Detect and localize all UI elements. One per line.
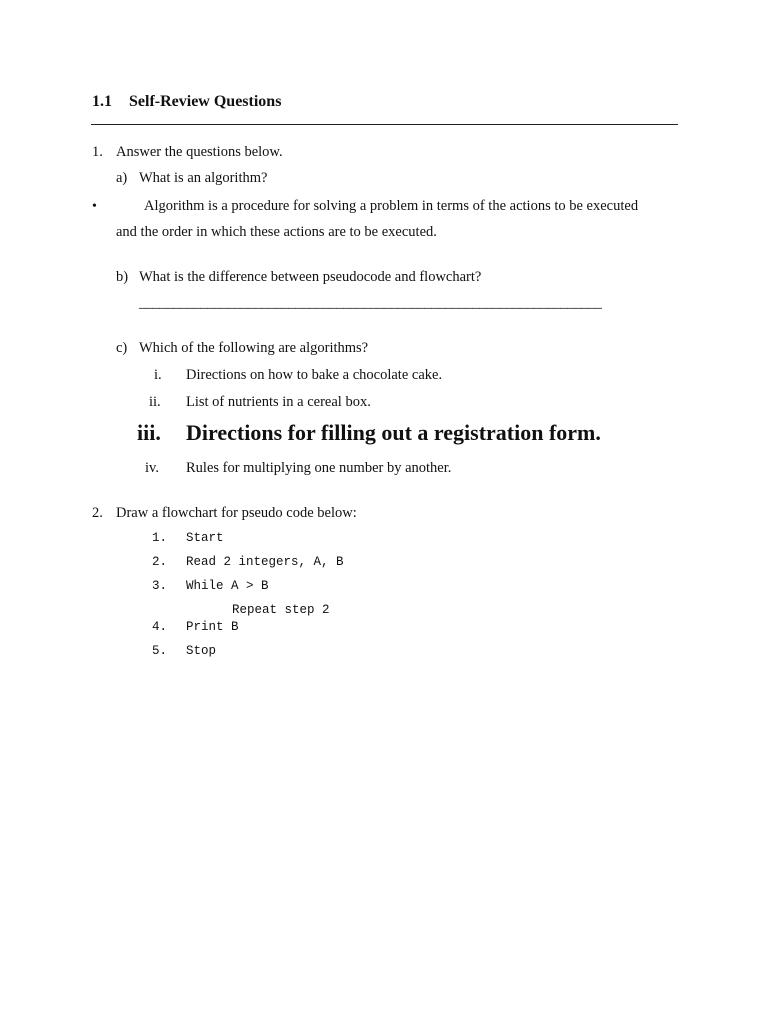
step-text: Start bbox=[186, 531, 224, 545]
section-title: Self-Review Questions bbox=[129, 93, 282, 110]
step-text: Print B bbox=[186, 620, 239, 634]
step-number: 2. bbox=[152, 555, 168, 569]
option-text: Directions on how to bake a chocolate cake. bbox=[186, 367, 443, 383]
question-1b-label: b) bbox=[116, 269, 129, 285]
answer-line-1: Algorithm is a procedure for solving a problem in terms of the actions to be executed bbox=[144, 198, 639, 214]
question-2-text: Draw a flowchart for pseudo code below: bbox=[116, 505, 357, 521]
step-number: 1. bbox=[152, 531, 168, 545]
step-text-indented: Repeat step 2 bbox=[232, 603, 330, 617]
section-number: 1.1 bbox=[92, 93, 112, 110]
option-numeral: ii. bbox=[149, 394, 161, 410]
question-1a-text: What is an algorithm? bbox=[139, 170, 268, 186]
step-text: Read 2 integers, A, B bbox=[186, 555, 344, 569]
question-1-text: Answer the questions below. bbox=[116, 144, 283, 160]
step-text: While A > B bbox=[186, 579, 269, 593]
question-1c-text: Which of the following are algorithms? bbox=[139, 340, 369, 356]
answer-bullet: • bbox=[92, 199, 97, 214]
option-text: Rules for multiplying one number by another. bbox=[186, 460, 452, 476]
question-1-number: 1. bbox=[92, 144, 103, 160]
step-number: 5. bbox=[152, 644, 168, 658]
option-text-emphasized: Directions for filling out a registration form. bbox=[186, 420, 601, 445]
option-text: List of nutrients in a cereal box. bbox=[186, 394, 371, 410]
option-numeral: iii. bbox=[137, 420, 161, 445]
step-text: Stop bbox=[186, 644, 217, 658]
question-1b-text: What is the difference between pseudocode and flowchart? bbox=[139, 269, 482, 285]
question-1c-label: c) bbox=[116, 340, 128, 356]
step-number: 3. bbox=[152, 579, 168, 593]
question-2-number: 2. bbox=[92, 505, 103, 521]
option-numeral: iv. bbox=[145, 460, 159, 476]
question-1a-label: a) bbox=[116, 170, 128, 186]
answer-blank-line: ____________________________________________________________________ bbox=[139, 295, 602, 311]
option-numeral: i. bbox=[154, 367, 162, 383]
heading-rule bbox=[91, 124, 678, 125]
answer-line-2: and the order in which these actions are to be executed. bbox=[116, 224, 437, 240]
step-number: 4. bbox=[152, 620, 168, 634]
